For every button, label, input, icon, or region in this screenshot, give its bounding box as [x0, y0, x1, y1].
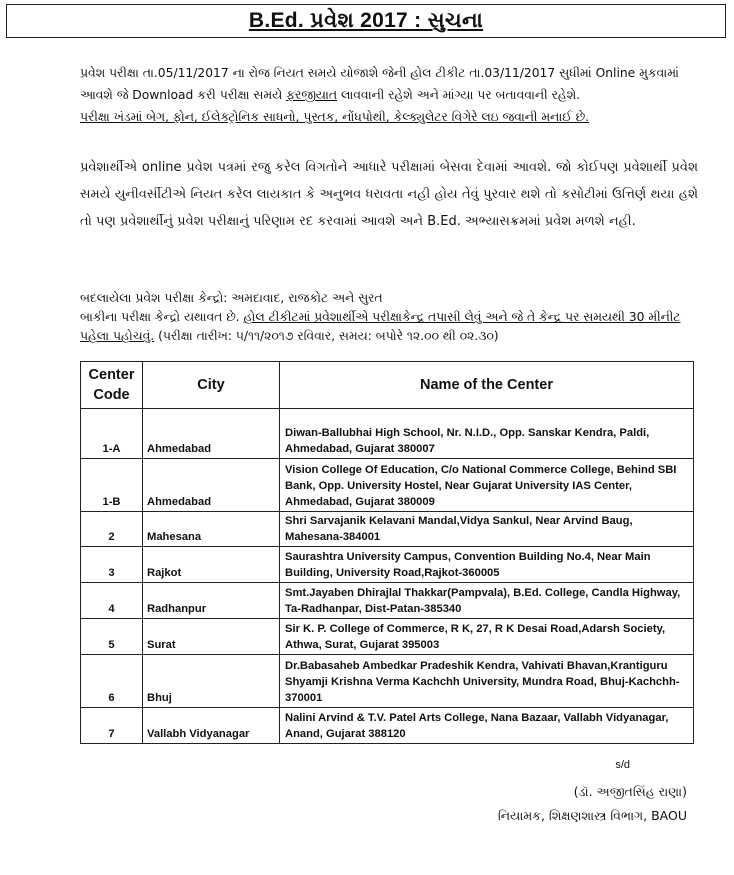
- cell-code: 7: [81, 708, 143, 744]
- notice-title: B.Ed. પ્રવેશ 2017 : સુચના: [248, 9, 484, 32]
- cell-city: Radhanpur: [143, 583, 280, 619]
- cell-city: Ahmedabad: [143, 459, 280, 512]
- cell-center: Smt.Jayaben Dhirajlal Thakkar(Pampvala), B.Ed. College, Candla Highway, Ta-Radhanpar, Dist-Patan-385340: [280, 583, 694, 619]
- cell-code: 3: [81, 547, 143, 583]
- cell-center: Diwan-Ballubhai High School, Nr. N.I.D., Opp. Sanskar Kendra, Paldi, Ahmedabad, Gujarat 380007: [280, 409, 694, 459]
- center-change-paragraph: [80, 289, 698, 346]
- header-code-line1: Center: [88, 367, 135, 383]
- cell-city: Surat: [143, 619, 280, 655]
- table-row: [81, 459, 694, 512]
- table-row: [81, 583, 694, 619]
- cell-city: Mahesana: [143, 512, 280, 547]
- table-row: [81, 547, 694, 583]
- header-center-code: [81, 362, 143, 409]
- table-row: [81, 409, 694, 459]
- exam-centers-table: [80, 361, 694, 744]
- cell-city: Bhuj: [143, 655, 280, 708]
- signatory-designation: નિયામક, શિક્ષણશાસ્ત્ર વિભાગ, BAOU: [497, 808, 687, 823]
- changed-centers-line: બદલાયેલા પ્રવેશ પરીક્ષા કેન્દ્રો: અમદાવાદ, રાજકોટ અને સુરત: [80, 291, 383, 305]
- cell-center: Vision College Of Education, C/o National Commerce College, Behind SBI Bank, Opp. University Hostel, Near Gujarat University IAS Center, Ahmedabad, Gujarat 380009: [280, 459, 694, 512]
- cell-center: Sir K. P. College of Commerce, R K, 27, R K Desai Road,Adarsh Society, Athwa, Surat, Gujarat 395003: [280, 619, 694, 655]
- cell-code: 2: [81, 512, 143, 547]
- cell-city: Ahmedabad: [143, 409, 280, 459]
- unchanged-centers-text: બાકીના પરીક્ષા કેન્દ્રો યથાવત છે.: [80, 310, 244, 324]
- cell-center: Dr.Babasaheb Ambedkar Pradeshik Kendra, Vahivati Bhavan,Krantiguru Shyamji Krishna Verma Kachchh University, Mundra Road, Bhuj-Kachchh-370001: [280, 655, 694, 708]
- cell-code: 4: [81, 583, 143, 619]
- reporting-instruction: હોલ ટીકીટમાં પ્રવેશાર્થીએ પરીક્ષાકેન્દ્ર તપાસી લેવું અને જે તે કેન્દ્ર પર સમયથી 30 મીનીટ પહેલા પહોચવું.: [80, 310, 681, 343]
- mandatory-word: ફરજીયાત: [286, 88, 338, 102]
- table-row: [81, 619, 694, 655]
- unchanged-centers-line: [80, 308, 698, 346]
- cell-code: 5: [81, 619, 143, 655]
- cell-center: Shri Sarvajanik Kelavani Mandal,Vidya Sankul, Near Arvind Baug, Mahesana-384001: [280, 512, 694, 547]
- cell-code: 6: [81, 655, 143, 708]
- cell-city: Rajkot: [143, 547, 280, 583]
- table-header-row: [81, 362, 694, 409]
- prohibited-items-warning: પરીક્ષા ખંડમાં બેગ, ફોન, ઈલેક્ટ્રોનિક સાધનો, પુસ્તક, નોંધપોથી, કેલ્ક્યુલેટર વિગેરે લઇ જવાની મનાઈ છે.: [80, 110, 590, 124]
- header-city: City: [143, 362, 280, 409]
- cell-code: 1-A: [81, 409, 143, 459]
- header-center-name: Name of the Center: [280, 362, 694, 409]
- notice-title-box: [6, 4, 726, 38]
- header-code-line2: Code: [93, 387, 130, 403]
- cell-center: Nalini Arvind & T.V. Patel Arts College, Nana Bazaar, Vallabh Vidyanagar, Anand, Gujarat 388120: [280, 708, 694, 744]
- table-row: [81, 655, 694, 708]
- signatory-name: (ડૉ. અજીતસિંહ રાણા): [573, 784, 687, 799]
- table-row: [81, 708, 694, 744]
- exam-date-time: (પરીક્ષા તારીખ: ૫/૧૧/૨૦૧૭ રવિવાર, સમય: બપોરે ૧૨.૦૦ થી ૦૨.૩૦): [154, 329, 499, 343]
- cell-center: Saurashtra University Campus, Convention Building No.4, Near Main Building, University Road,Rajkot-360005: [280, 547, 694, 583]
- signed-mark: s/d: [615, 759, 630, 771]
- cell-city: Vallabh Vidyanagar: [143, 708, 280, 744]
- eligibility-paragraph: પ્રવેશાર્થીએ online પ્રવેશ પત્રમાં રજુ કરેલ વિગતોને આધારે પરીક્ષામાં બેસવા દેવામાં આવશે. જો કોઈપણ પ્રવેશાર્થી પ્રવેશ સમયે યુનીવર્સીટીએ નિયત કરેલ લાયકાત કે અનુભવ ધરાવતા નહી હોય તેવું પુરવાર થશે તો કસોટીમાં ઉત્તિર્ણ થયા હશે તો પણ પ્રવેશાર્થીનું પ્રવેશ પરીક્ષાનું પરિણામ રદ કરવામાં આવશે અને B.Ed. અભ્યાસક્રમમાં પ્રવેશ મળશે નહી.: [80, 160, 698, 229]
- cell-code: 1-B: [81, 459, 143, 512]
- hallticket-text: પ્રવેશ પરીક્ષા તા.05/11/2017 ના રોજ નિયત સમયે યોજાશે જેની હોલ ટીકીટ તા.03/11/2017 સુધીમાં Online મુકવામાં આવશે જે Download કરી પરીક્ષા સમયે: [80, 66, 679, 102]
- exam-hallticket-paragraph: [80, 62, 698, 128]
- table-row: [81, 512, 694, 547]
- hallticket-text-tail: લાવવાની રહેશે અને માંગ્યા પર બતાવવાની રહેશે.: [337, 88, 580, 102]
